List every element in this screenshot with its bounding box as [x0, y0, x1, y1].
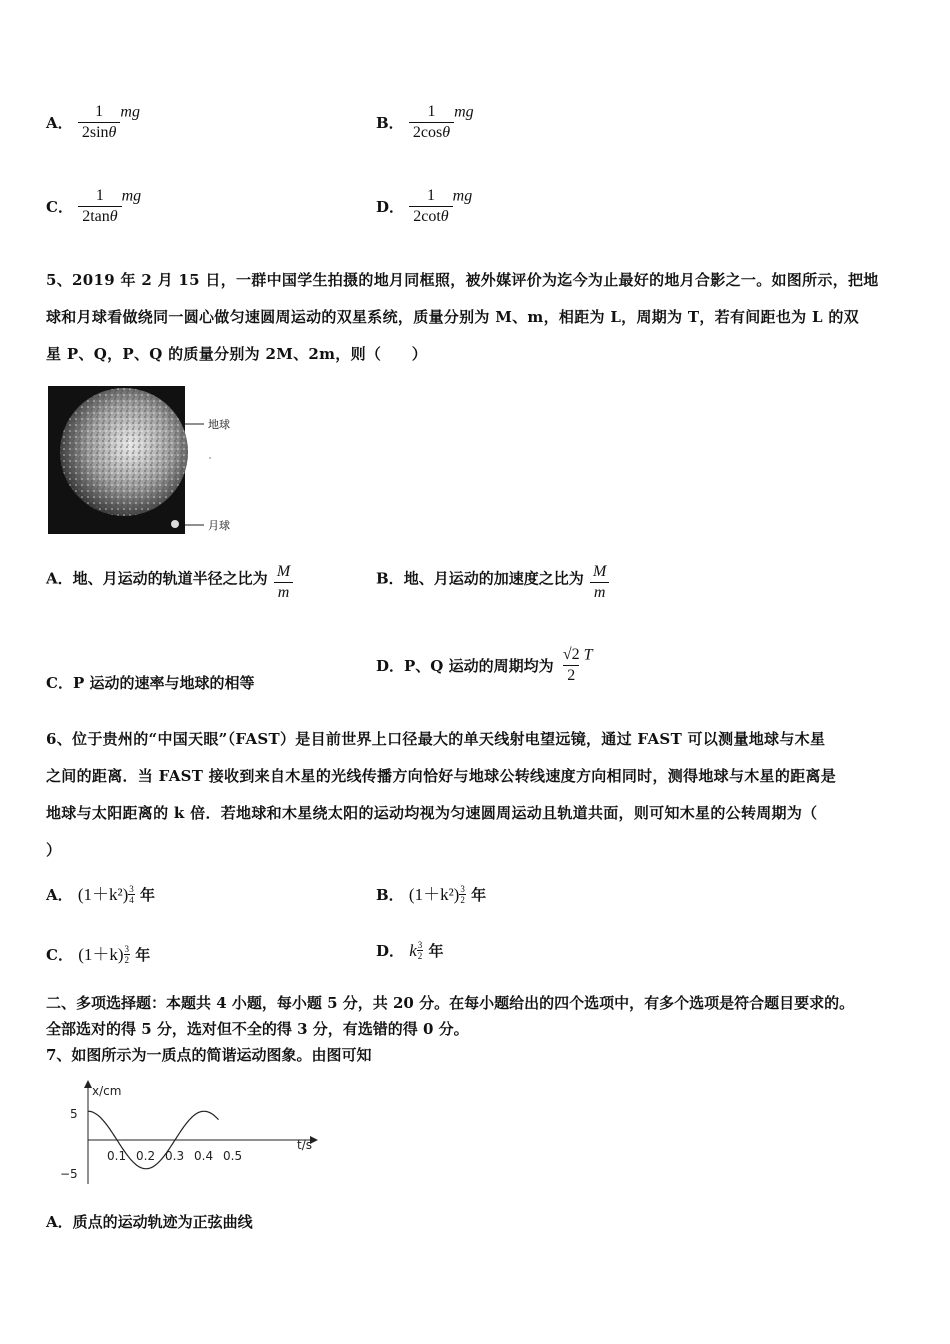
x-tick-label: 0.3: [165, 1149, 185, 1163]
q6-option-b: B． (1＋k²) $\frac{3}{2}$ 年: [376, 884, 487, 905]
exponent: $\frac{3}{4}$: [129, 884, 134, 905]
q5-option-a: A．地、月运动的轨道半径之比为 $\frac{M}{m}$: [46, 563, 294, 602]
q4-option-b: B． $\frac{1}{2\cos\theta}$ mg: [376, 103, 474, 141]
earth-label: 地球: [208, 418, 230, 431]
exponent: $\frac{3}{2}$: [124, 944, 130, 965]
q6-stem: 6、位于贵州的“中国天眼”（FAST）是目前世界上口径最大的单天线射电望远镜，通过 FAST 可以测量地球与木星 之间的距离．当 FAST 接收到来自木星的光线传播方向恰好与地球公转线速度方向相同时，测得地球与木星的距离是 地球与太阳距离的 k 倍．若地球和木星绕太阳的运动均视为匀速圆周运动且轨道共面，则可知木星的公转周期为（ ）: [46, 730, 837, 859]
moon-label: 月球: [208, 519, 230, 532]
x-tick-label: 0.2: [136, 1149, 156, 1163]
x-tick-label: 0.4: [194, 1149, 214, 1163]
q5-option-c: C．P 运动的速率与地球的相等: [46, 674, 255, 692]
y-tick-label-pos: 5: [70, 1107, 78, 1121]
x-axis-label: t/s: [297, 1138, 312, 1152]
q6-option-a: A． (1＋k²) $\frac{3}{4}$ 年: [46, 884, 156, 905]
q7-stem: 7、如图所示为一质点的简谐运动图象。由图可知: [46, 1046, 372, 1064]
q6-option-c: C． (1＋k) $\frac{3}{2}$ 年: [46, 944, 151, 965]
q5-stem: 5、2019 年 2 月 15 日，一群中国学生拍摄的地月同框照，被外媒评价为迄今为止最好的地月合影之一。如图所示，把地 球和月球看做绕同一圆心做匀速圆周运动的双星系统，质量分别为 M、m，相距为 L，周期为 T，若有间距也为 L 的双 星 P、Q，P、Q 的质量分别为 2M、2m，则（ ）: [46, 271, 879, 363]
q7-graph: [50, 1076, 330, 1191]
fraction: $\frac{M}{m}$: [273, 563, 294, 602]
earth-moon-figure: [48, 386, 234, 534]
y-tick-label-neg: −5: [60, 1167, 78, 1181]
y-axis-arrow: [84, 1080, 92, 1088]
x-tick-label: 0.5: [223, 1149, 243, 1163]
exponent: $\frac{3}{2}$: [417, 940, 423, 961]
x-tick-label: 0.1: [107, 1149, 127, 1163]
fraction: $\frac{1}{2\cot\theta}$: [409, 187, 452, 226]
fraction: $\frac{1}{2\tan\theta}$: [78, 187, 121, 226]
q5-option-d: D．P、Q 运动的周期均为 $\frac{√2}{2}$ T: [376, 646, 593, 684]
q4-option-d: D． $\frac{1}{2\cot\theta}$ mg: [376, 187, 473, 225]
q5-option-b: B．地、月运动的加速度之比为 $\frac{M}{m}$: [376, 563, 610, 602]
q7-option-a: A．质点的运动轨迹为正弦曲线: [46, 1213, 253, 1231]
fraction: $\frac{1}{2\sin\theta}$: [78, 103, 121, 142]
q6-option-d: D． k $\frac{3}{2}$ 年: [376, 940, 444, 961]
y-axis-label: x/cm: [92, 1084, 122, 1098]
q4-option-c: C． $\frac{1}{2\tan\theta}$ mg: [46, 187, 142, 225]
q4-option-a: A． $\frac{1}{2\sin\theta}$ mg: [46, 103, 140, 141]
earth-moon-photo: [48, 386, 234, 534]
section-2-header: 二、多项选择题：本题共 4 小题，每小题 5 分，共 20 分。在每小题给出的四个选项中，有多个选项是符合题目要求的。 全部选对的得 5 分，选对但不全的得 3 分，有选错的得 0 分。: [46, 994, 855, 1038]
fraction: $\frac{1}{2\cos\theta}$: [409, 103, 454, 142]
fraction: $\frac{√2}{2}$: [562, 646, 580, 684]
fraction: $\frac{M}{m}$: [589, 563, 610, 602]
exponent: $\frac{3}{2}$: [460, 884, 465, 905]
shm-graph-svg: [50, 1076, 330, 1191]
